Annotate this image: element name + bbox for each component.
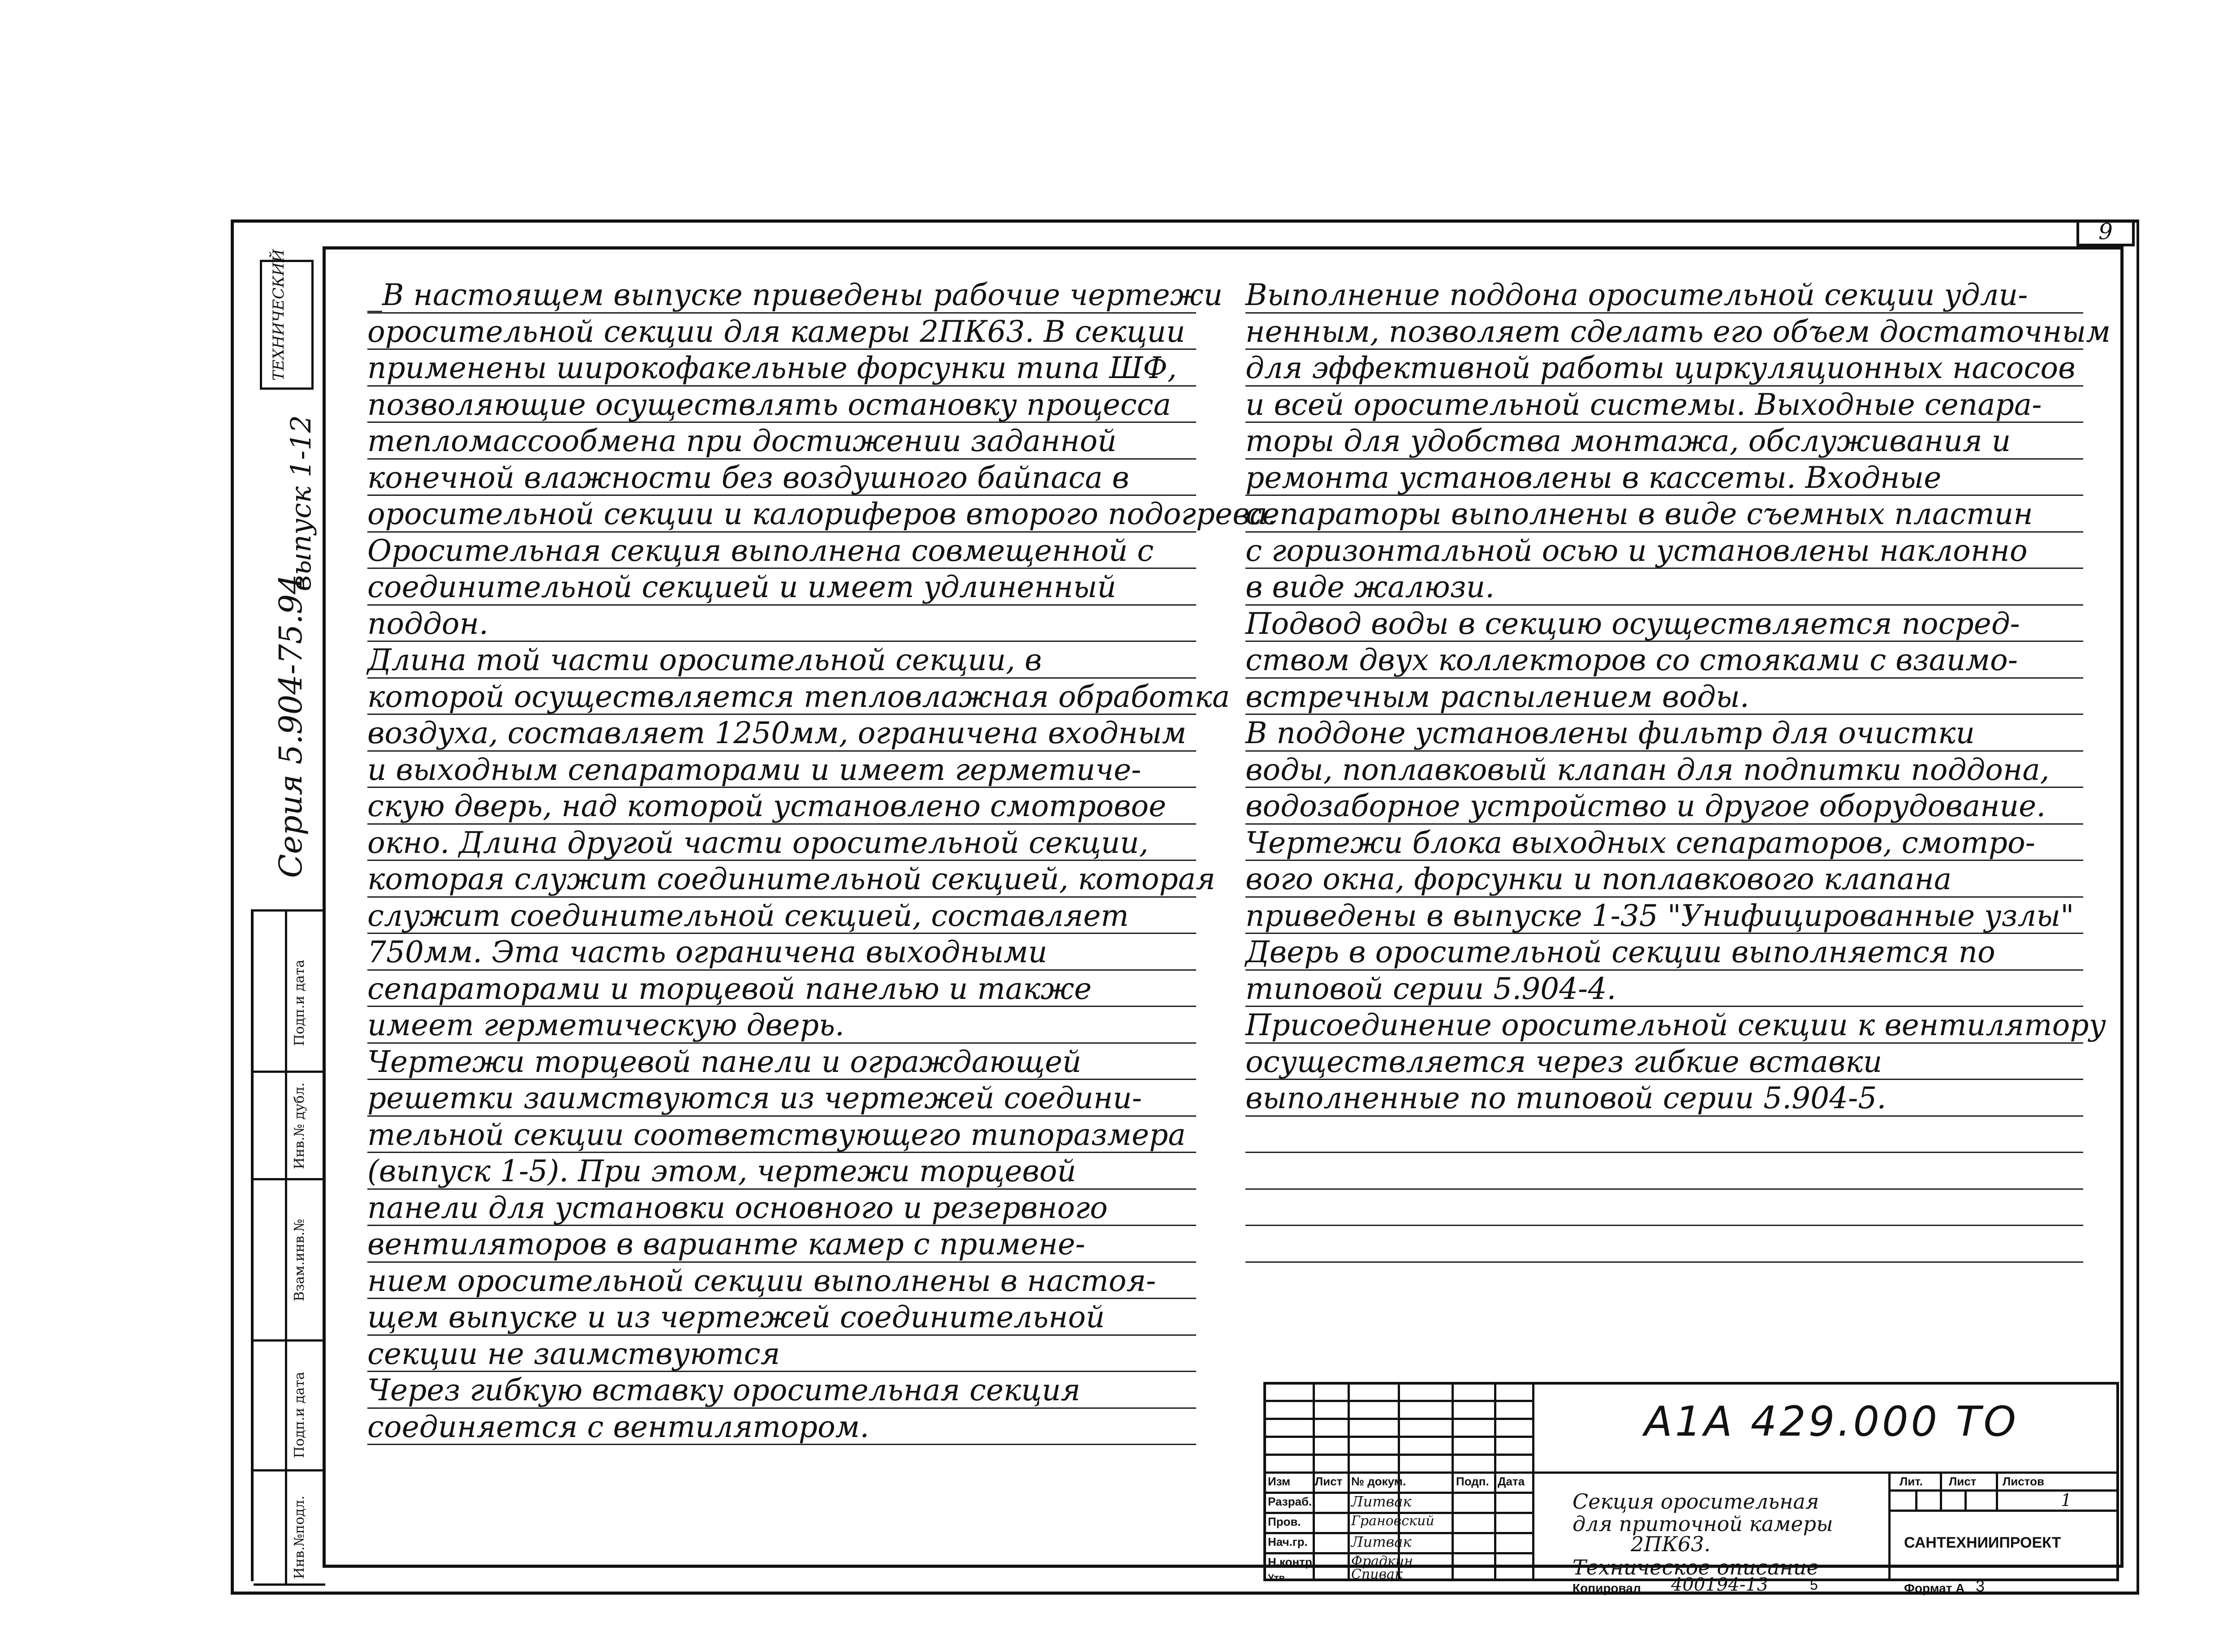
text-line: вентиляторов в варианте камер с примене-: [367, 1226, 1196, 1263]
text-line: которой осуществляется тепловлажная обработка: [367, 679, 1196, 715]
text-line: Выполнение поддона оросительной секции удли-: [1245, 277, 2083, 314]
sheet-number: 9: [2076, 219, 2135, 246]
text-line: (выпуск 1-5). При этом, чертежи торцевой: [367, 1153, 1196, 1190]
lit-label: Лит.: [1900, 1475, 1923, 1488]
text-line: решетки заимствуются из чертежей соедини-: [367, 1080, 1196, 1117]
text-line: воды, поплавковый клапан для подпитки поддона,: [1245, 752, 2083, 788]
margin-label: Подп.и дата: [292, 959, 307, 1046]
organization: САНТЕХНИИПРОЕКТ: [1904, 1534, 2061, 1551]
copied-value: 400194-13: [1671, 1575, 1769, 1595]
title-line-4: Техническое описание: [1572, 1555, 1819, 1579]
copied-label: Копировал: [1572, 1581, 1641, 1595]
text-line: Дверь в оросительной секции выполняется по: [1245, 934, 2083, 971]
text-line: для эффективной работы циркуляционных насосов: [1245, 350, 2083, 387]
text-line: имеет герметическую дверь.: [367, 1007, 1196, 1044]
role-checker: Пров.: [1268, 1515, 1301, 1528]
text-line: и выходным сепараторами и имеет герметиче-: [367, 752, 1196, 788]
name-approved: Спивак: [1351, 1566, 1403, 1582]
text-line: встречным распылением воды.: [1245, 679, 2083, 715]
text-line: сепараторы выполнены в виде съемных пластин: [1245, 496, 2083, 533]
text-line: Оросительная секция выполнена совмещенной с: [367, 533, 1196, 569]
text-line: позволяющие осуществлять остановку процесса: [367, 387, 1196, 423]
right-text-column: [1245, 277, 2111, 1263]
text-line: оросительной секции и калориферов второго подогрева.: [367, 496, 1196, 533]
name-checker: Грановский: [1351, 1513, 1434, 1529]
text-line: применены широкофакельные форсунки типа ШФ,: [367, 350, 1196, 387]
text-line: нием оросительной секции выполнены в настоя-: [367, 1263, 1196, 1299]
empty-ruled-line: [1245, 1117, 2083, 1153]
title-line-1: Секция оросительная: [1572, 1489, 1819, 1514]
text-line: тельной секции соответствующего типоразмера: [367, 1117, 1196, 1153]
text-line: которая служит соединительной секцией, которая: [367, 861, 1196, 898]
header-doc: № докум.: [1351, 1475, 1406, 1488]
margin-label: Инв.№подл.: [292, 1495, 307, 1579]
issue-label: выпуск 1-12: [284, 415, 317, 591]
role-developer: Разраб.: [1268, 1495, 1312, 1508]
text-line: секции не заимствуются: [367, 1336, 1196, 1372]
title-line-3: 2ПК63.: [1631, 1532, 1711, 1556]
document-code: А1А 429.000 ТО: [1644, 1398, 2019, 1446]
role-norm-control: Н.контр.: [1268, 1555, 1316, 1569]
text-line: окно. Длина другой части оросительной секции,: [367, 825, 1196, 861]
text-line: с горизонтальной осью и установлены наклонно: [1245, 533, 2083, 569]
text-line: торы для удобства монтажа, обслуживания и: [1245, 423, 2083, 460]
text-line: Длина той части оросительной секции, в: [367, 642, 1196, 679]
format-label: Формат А: [1904, 1581, 1965, 1595]
text-line: в виде жалюзи.: [1245, 569, 2083, 606]
title-line-2: для приточной камеры: [1572, 1512, 1833, 1536]
text-line: сепараторами и торцевой панелью и также: [367, 971, 1196, 1007]
copied-number: 5: [1810, 1577, 1818, 1593]
header-date: Дата: [1498, 1475, 1525, 1488]
sheets-label: Листов: [2003, 1475, 2044, 1488]
margin-label: Инв.№ дубл.: [292, 1082, 307, 1169]
text-line: скую дверь, над которой установлено смотровое: [367, 788, 1196, 825]
margin-label: Взам.инв.№: [292, 1219, 307, 1301]
header-list: Лист: [1315, 1475, 1343, 1488]
text-line: водозаборное устройство и другое оборудование.: [1245, 788, 2083, 825]
text-line: В поддоне установлены фильтр для очистки: [1245, 715, 2083, 752]
text-line: Чертежи торцевой панели и ограждающей: [367, 1044, 1196, 1080]
text-line: соединительной секцией и имеет удлиненный: [367, 569, 1196, 606]
stamp-text: ТЕХНИЧЕСКИЙ: [270, 249, 288, 381]
margin-approval-table: [251, 909, 325, 1581]
margin-label: Подп.и дата: [292, 1372, 307, 1458]
role-approved: Утв.: [1268, 1572, 1288, 1583]
series-label: Серия 5.904-75.94: [272, 574, 309, 878]
text-line: щем выпуске и из чертежей соединительной: [367, 1299, 1196, 1336]
margin-cell: [254, 1469, 325, 1586]
format-value: 3: [1976, 1577, 1985, 1595]
text-line: тепломассообмена при достижении заданной: [367, 423, 1196, 460]
text-line: 750мм. Эта часть ограничена выходными: [367, 934, 1196, 971]
sheet-label: Лист: [1949, 1475, 1977, 1488]
text-line: панели для установки основного и резервного: [367, 1190, 1196, 1226]
text-line: Подвод воды в секцию осуществляется посред-: [1245, 606, 2083, 642]
text-line: соединяется с вентилятором.: [367, 1409, 1196, 1446]
text-line: приведены в выпуске 1-35 "Унифицированные узлы": [1245, 898, 2083, 934]
series-stamp: [251, 251, 316, 596]
left-text-column: [367, 277, 1277, 1445]
empty-ruled-line: [1245, 1153, 2083, 1190]
text-line: Чертежи блока выходных сепараторов, смотро-: [1245, 825, 2083, 861]
name-developer: Литвак: [1351, 1493, 1412, 1510]
text-line: выполненные по типовой серии 5.904-5.: [1245, 1080, 2083, 1117]
sheet-value: 1: [2061, 1490, 2072, 1510]
margin-cell: [254, 1339, 325, 1471]
empty-ruled-line: [1245, 1226, 2083, 1263]
empty-ruled-line: [1245, 1190, 2083, 1226]
margin-cell: [254, 1178, 325, 1342]
text-line: воздуха, составляет 1250мм, ограничена входным: [367, 715, 1196, 752]
role-group-head: Нач.гр.: [1268, 1535, 1308, 1549]
text-line: _В настоящем выпуске приведены рабочие чертежи: [367, 277, 1196, 314]
text-line: служит соединительной секцией, составляет: [367, 898, 1196, 934]
text-line: оросительной секции для камеры 2ПК63. В секции: [367, 314, 1196, 350]
text-line: Через гибкую вставку оросительная секция: [367, 1372, 1196, 1409]
header-izm: Изм: [1268, 1475, 1291, 1488]
name-group-head: Литвак: [1351, 1533, 1412, 1550]
text-line: ремонта установлены в кассеты. Входные: [1245, 460, 2083, 496]
margin-cell: [254, 909, 325, 1073]
text-line: ненным, позволяет сделать его объем достаточным: [1245, 314, 2083, 350]
text-line: ством двух коллекторов со стояками с взаимо-: [1245, 642, 2083, 679]
text-line: поддон.: [367, 606, 1196, 642]
text-line: типовой серии 5.904-4.: [1245, 971, 2083, 1007]
text-line: осуществляется через гибкие вставки: [1245, 1044, 2083, 1080]
text-line: и всей оросительной системы. Выходные сепара-: [1245, 387, 2083, 423]
margin-cell: [254, 1071, 325, 1180]
name-norm-control: Фрадкин: [1351, 1553, 1413, 1569]
text-line: конечной влажности без воздушного байпаса в: [367, 460, 1196, 496]
text-line: Присоединение оросительной секции к вентилятору: [1245, 1007, 2083, 1044]
text-line: вого окна, форсунки и поплавкового клапана: [1245, 861, 2083, 898]
header-sign: Подп.: [1456, 1475, 1489, 1488]
